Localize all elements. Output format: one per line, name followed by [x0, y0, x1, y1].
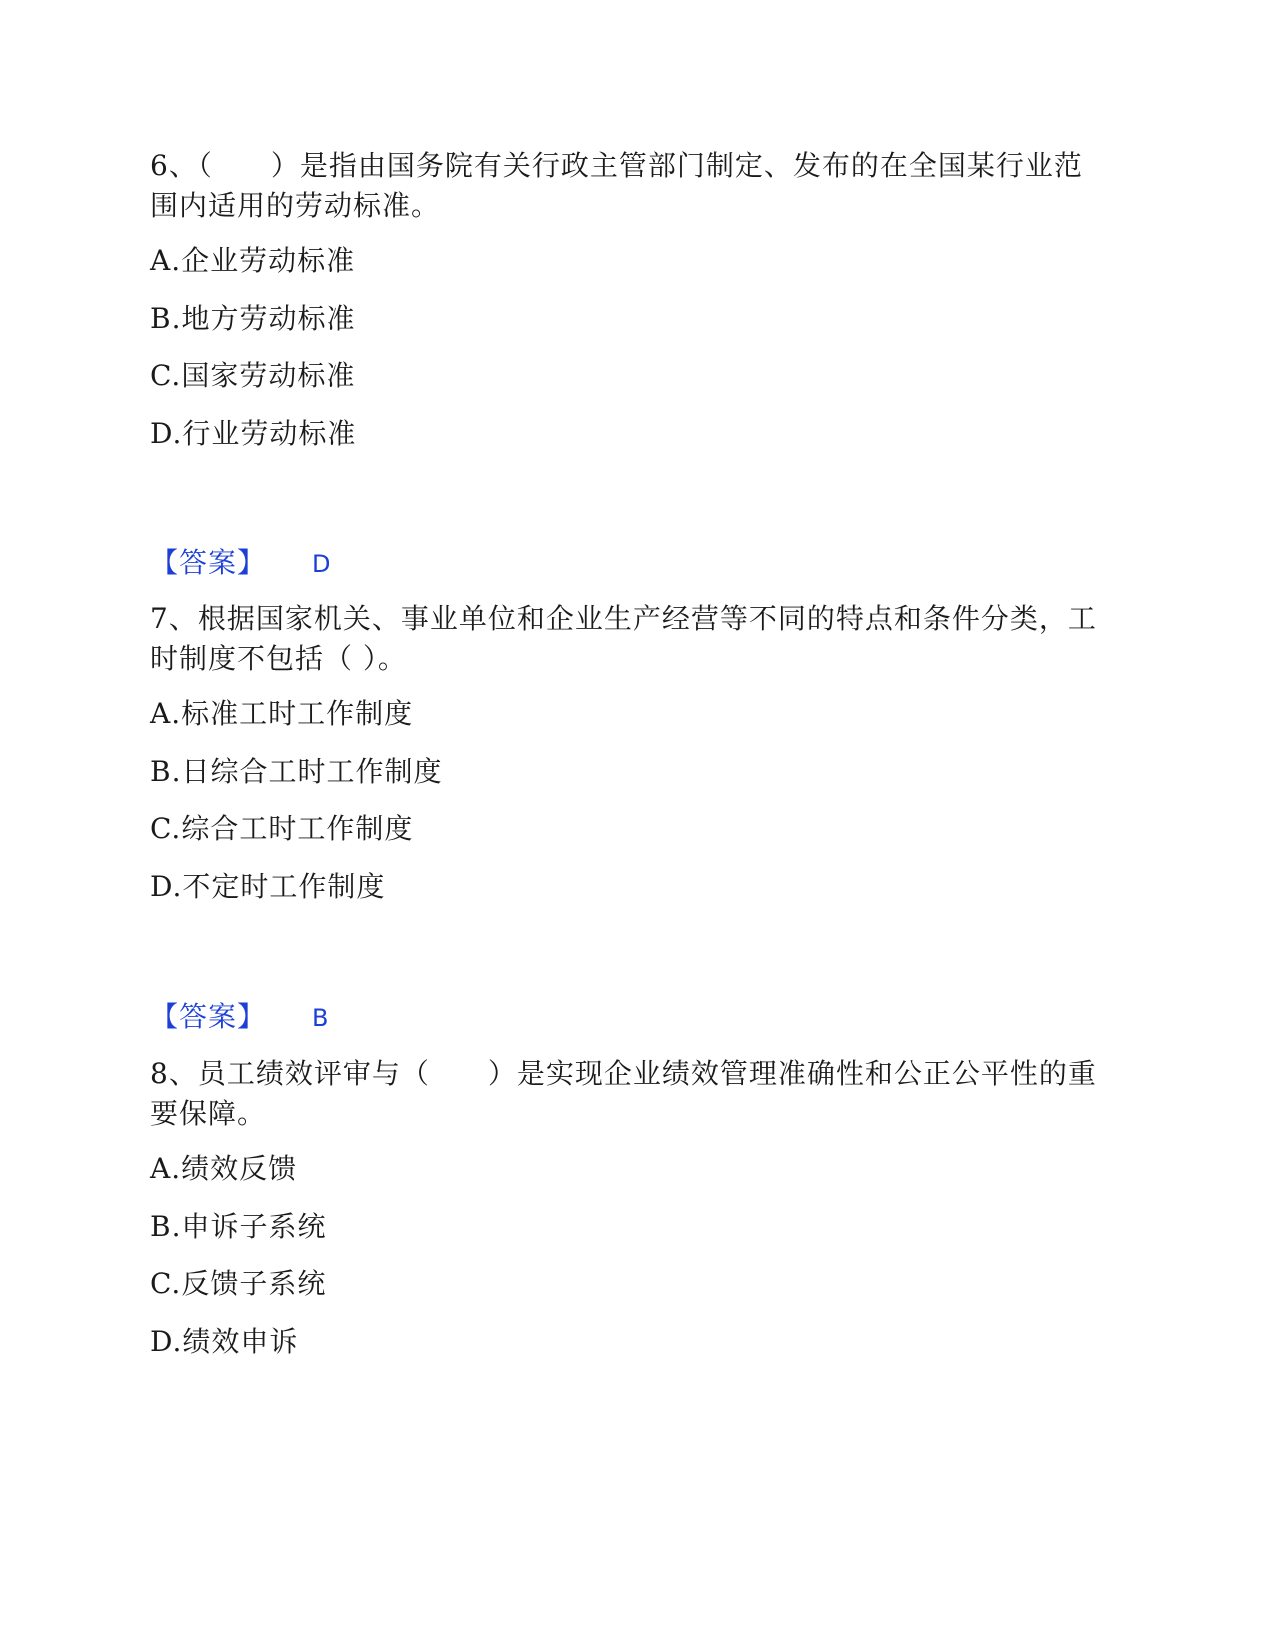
- question-8-option-c: C.反馈子系统: [150, 1267, 327, 1300]
- question-8-option-d: D.绩效申诉: [150, 1324, 299, 1358]
- question-6-stem: 6、（ ）是指由国务院有关行政主管部门制定、发布的在全国某行业范围内适用的劳动标准。: [150, 149, 1083, 222]
- question-6-option-d: D.行业劳动标准: [150, 416, 357, 450]
- question-7-answer: [150, 997, 328, 1038]
- question-7-option-d: D.不定时工作制度: [150, 869, 386, 903]
- question-7: [150, 599, 1110, 924]
- question-8-option-a: A.绩效反馈: [150, 1152, 298, 1185]
- question-6-answer: [150, 543, 331, 584]
- question-7-stem: 7、根据国家机关、事业单位和企业生产经营等不同的特点和条件分类，工时制度不包括（ ）。: [150, 602, 1097, 675]
- answer-label: 【答案】: [150, 546, 267, 579]
- question-7-option-c: C.综合工时工作制度: [150, 812, 414, 845]
- answer-value: B: [312, 1004, 329, 1032]
- question-8-stem: 8、员工绩效评审与（ ）是实现企业绩效管理准确性和公正公平性的重要保障。: [150, 1057, 1097, 1130]
- question-6-option-a: A.企业劳动标准: [150, 244, 356, 277]
- answer-value: D: [312, 550, 331, 578]
- question-8: [150, 1054, 1110, 1379]
- question-8-option-b: B.申诉子系统: [150, 1209, 327, 1243]
- question-6-option-c: C.国家劳动标准: [150, 359, 356, 392]
- question-6-option-b: B.地方劳动标准: [150, 301, 356, 335]
- question-6: [150, 146, 1110, 471]
- answer-label: 【答案】: [150, 1000, 267, 1033]
- question-7-option-b: B.日综合工时工作制度: [150, 754, 443, 788]
- question-7-option-a: A.标准工时工作制度: [150, 697, 414, 730]
